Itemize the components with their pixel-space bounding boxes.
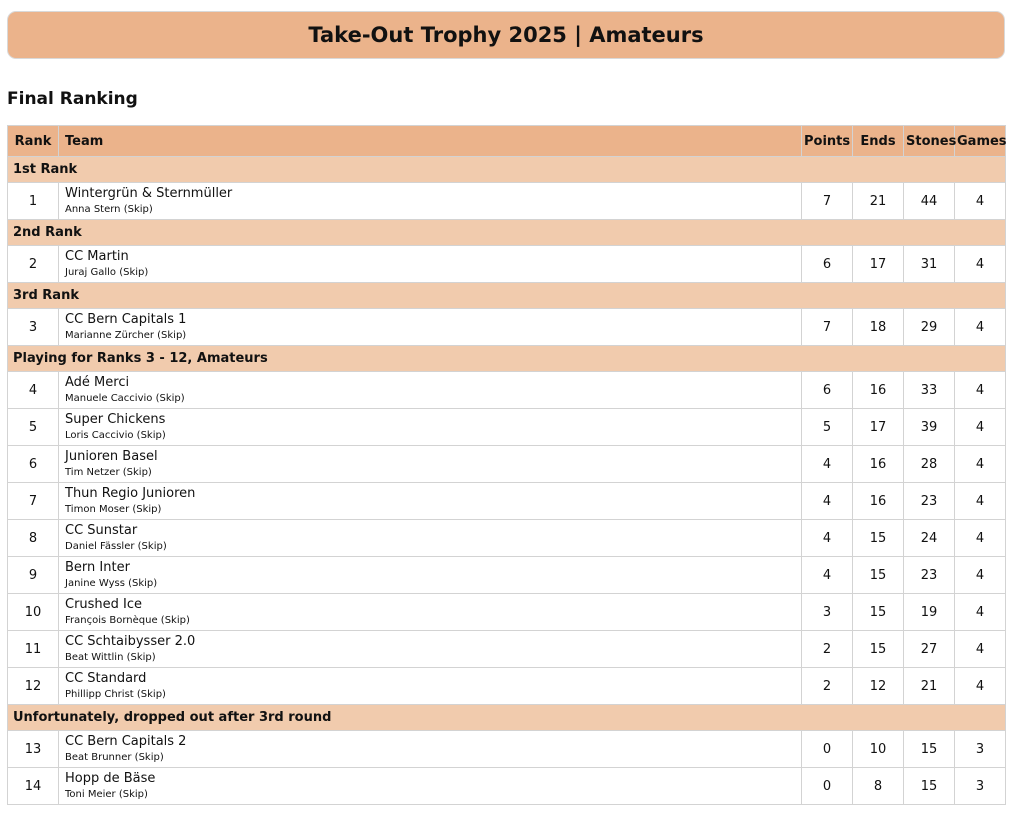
points-cell: 6 xyxy=(802,246,853,283)
rank-cell: 4 xyxy=(8,372,59,409)
skip-name: Marianne Zürcher (Skip) xyxy=(65,330,187,341)
skip-name: Daniel Fässler (Skip) xyxy=(65,541,167,552)
ends-cell: 17 xyxy=(853,409,904,446)
points-cell: 0 xyxy=(802,731,853,768)
stones-cell: 31 xyxy=(904,246,955,283)
rank-cell: 2 xyxy=(8,246,59,283)
ends-cell: 17 xyxy=(853,246,904,283)
group-label: 3rd Rank xyxy=(8,283,1006,309)
table-row xyxy=(8,557,1006,594)
table-row xyxy=(8,631,1006,668)
team-name: Crushed Ice xyxy=(65,597,143,612)
stones-cell: 33 xyxy=(904,372,955,409)
skip-name: Tim Netzer (Skip) xyxy=(65,467,152,478)
team-name: CC Schtaibysser 2.0 xyxy=(65,634,196,649)
ends-cell: 15 xyxy=(853,594,904,631)
skip-name: Beat Wittlin (Skip) xyxy=(65,652,156,663)
rank-cell: 8 xyxy=(8,520,59,557)
team-name: Hopp de Bäse xyxy=(65,771,156,786)
table-row xyxy=(8,768,1006,805)
team-name: CC Bern Capitals 1 xyxy=(65,312,187,327)
stones-cell: 24 xyxy=(904,520,955,557)
stones-cell: 29 xyxy=(904,309,955,346)
rank-cell: 10 xyxy=(8,594,59,631)
team-cell xyxy=(59,631,802,668)
ends-cell: 10 xyxy=(853,731,904,768)
stones-cell: 44 xyxy=(904,183,955,220)
team-name: Wintergrün & Sternmüller xyxy=(65,186,233,201)
table-row xyxy=(8,309,1006,346)
team-name: CC Standard xyxy=(65,671,147,686)
ends-cell: 15 xyxy=(853,557,904,594)
table-row xyxy=(8,446,1006,483)
team-cell xyxy=(59,557,802,594)
table-row xyxy=(8,409,1006,446)
team-cell xyxy=(59,372,802,409)
points-cell: 5 xyxy=(802,409,853,446)
team-cell xyxy=(59,768,802,805)
team-name: CC Sunstar xyxy=(65,523,138,538)
page-title: Take-Out Trophy 2025 | Amateurs xyxy=(308,23,704,47)
table-row xyxy=(8,183,1006,220)
ends-cell: 18 xyxy=(853,309,904,346)
section-title: Final Ranking xyxy=(7,89,138,109)
stones-cell: 23 xyxy=(904,483,955,520)
rank-cell: 7 xyxy=(8,483,59,520)
points-cell: 4 xyxy=(802,520,853,557)
skip-name: François Bornèque (Skip) xyxy=(65,615,190,626)
column-header-games[interactable]: Games xyxy=(955,126,1006,157)
ends-cell: 16 xyxy=(853,372,904,409)
skip-name: Loris Caccivio (Skip) xyxy=(65,430,166,441)
group-row xyxy=(8,220,1006,246)
team-name: Junioren Basel xyxy=(65,449,158,464)
games-cell: 4 xyxy=(955,309,1006,346)
points-cell: 7 xyxy=(802,309,853,346)
team-cell xyxy=(59,594,802,631)
table-header xyxy=(8,126,1006,157)
ends-cell: 16 xyxy=(853,483,904,520)
skip-name: Juraj Gallo (Skip) xyxy=(65,267,149,278)
team-cell xyxy=(59,246,802,283)
team-cell xyxy=(59,309,802,346)
column-header-stones[interactable]: Stones xyxy=(904,126,955,157)
stones-cell: 19 xyxy=(904,594,955,631)
skip-name: Phillipp Christ (Skip) xyxy=(65,689,166,700)
games-cell: 4 xyxy=(955,446,1006,483)
skip-name: Manuele Caccivio (Skip) xyxy=(65,393,185,404)
ends-cell: 15 xyxy=(853,520,904,557)
skip-name: Anna Stern (Skip) xyxy=(65,204,153,215)
team-cell xyxy=(59,183,802,220)
team-cell xyxy=(59,731,802,768)
games-cell: 4 xyxy=(955,631,1006,668)
ends-cell: 21 xyxy=(853,183,904,220)
group-row xyxy=(8,705,1006,731)
page-banner xyxy=(7,11,1005,59)
team-cell xyxy=(59,520,802,557)
rank-cell: 14 xyxy=(8,768,59,805)
points-cell: 2 xyxy=(802,668,853,705)
group-row xyxy=(8,157,1006,183)
stones-cell: 27 xyxy=(904,631,955,668)
rank-cell: 13 xyxy=(8,731,59,768)
stones-cell: 23 xyxy=(904,557,955,594)
rank-cell: 6 xyxy=(8,446,59,483)
header-row xyxy=(8,126,1006,157)
stones-cell: 15 xyxy=(904,731,955,768)
group-row xyxy=(8,283,1006,309)
games-cell: 4 xyxy=(955,409,1006,446)
group-label: Playing for Ranks 3 - 12, Amateurs xyxy=(8,346,1006,372)
games-cell: 4 xyxy=(955,483,1006,520)
points-cell: 7 xyxy=(802,183,853,220)
table-row xyxy=(8,594,1006,631)
team-cell xyxy=(59,483,802,520)
ends-cell: 12 xyxy=(853,668,904,705)
games-cell: 3 xyxy=(955,731,1006,768)
skip-name: Janine Wyss (Skip) xyxy=(65,578,158,589)
column-header-rank[interactable]: Rank xyxy=(8,126,59,157)
stones-cell: 15 xyxy=(904,768,955,805)
ends-cell: 16 xyxy=(853,446,904,483)
team-name: Thun Regio Junioren xyxy=(65,486,196,501)
ends-cell: 15 xyxy=(853,631,904,668)
games-cell: 4 xyxy=(955,557,1006,594)
skip-name: Beat Brunner (Skip) xyxy=(65,752,164,763)
games-cell: 4 xyxy=(955,520,1006,557)
team-name: CC Bern Capitals 2 xyxy=(65,734,187,749)
column-header-team[interactable]: Team xyxy=(59,126,802,157)
games-cell: 4 xyxy=(955,372,1006,409)
points-cell: 6 xyxy=(802,372,853,409)
games-cell: 4 xyxy=(955,668,1006,705)
ends-cell: 8 xyxy=(853,768,904,805)
rank-cell: 5 xyxy=(8,409,59,446)
team-name: Bern Inter xyxy=(65,560,130,575)
column-header-ends[interactable]: Ends xyxy=(853,126,904,157)
ranking-table xyxy=(7,125,1006,805)
column-header-points[interactable]: Points xyxy=(802,126,853,157)
team-name: Super Chickens xyxy=(65,412,166,427)
points-cell: 4 xyxy=(802,483,853,520)
rank-cell: 3 xyxy=(8,309,59,346)
rank-cell: 1 xyxy=(8,183,59,220)
games-cell: 3 xyxy=(955,768,1006,805)
skip-name: Timon Moser (Skip) xyxy=(65,504,162,515)
points-cell: 3 xyxy=(802,594,853,631)
table-row xyxy=(8,520,1006,557)
team-cell xyxy=(59,409,802,446)
rank-cell: 12 xyxy=(8,668,59,705)
table-row xyxy=(8,668,1006,705)
points-cell: 4 xyxy=(802,446,853,483)
group-label: 1st Rank xyxy=(8,157,1006,183)
rank-cell: 11 xyxy=(8,631,59,668)
table-row xyxy=(8,246,1006,283)
games-cell: 4 xyxy=(955,594,1006,631)
table-row xyxy=(8,731,1006,768)
points-cell: 0 xyxy=(802,768,853,805)
skip-name: Toni Meier (Skip) xyxy=(65,789,148,800)
stones-cell: 39 xyxy=(904,409,955,446)
group-label: 2nd Rank xyxy=(8,220,1006,246)
table-row xyxy=(8,483,1006,520)
team-cell xyxy=(59,668,802,705)
stones-cell: 28 xyxy=(904,446,955,483)
group-row xyxy=(8,346,1006,372)
rank-cell: 9 xyxy=(8,557,59,594)
group-label: Unfortunately, dropped out after 3rd round xyxy=(8,705,1006,731)
table-body xyxy=(8,157,1006,805)
team-cell xyxy=(59,446,802,483)
games-cell: 4 xyxy=(955,183,1006,220)
team-name: Adé Merci xyxy=(65,375,130,390)
games-cell: 4 xyxy=(955,246,1006,283)
table-row xyxy=(8,372,1006,409)
points-cell: 4 xyxy=(802,557,853,594)
points-cell: 2 xyxy=(802,631,853,668)
team-name: CC Martin xyxy=(65,249,129,264)
stones-cell: 21 xyxy=(904,668,955,705)
